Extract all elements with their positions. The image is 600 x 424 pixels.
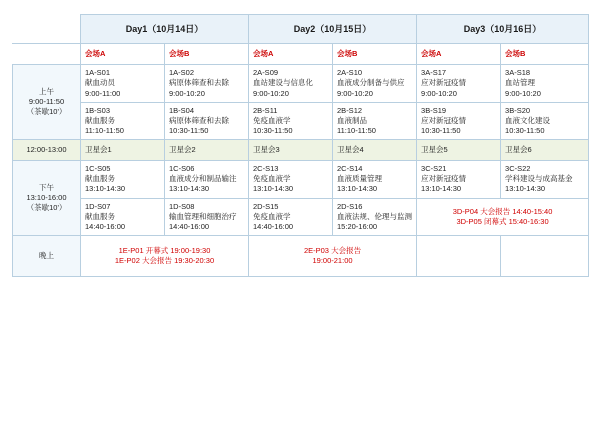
- session-code: 1D-S07: [85, 201, 111, 211]
- session-1a-s01[interactable]: [81, 65, 165, 102]
- session-time: 10:30-11:50: [421, 125, 461, 135]
- session-code: 2A-S10: [337, 68, 363, 78]
- session-1b-s04[interactable]: [165, 102, 249, 139]
- session-title: 献血服务: [85, 115, 115, 125]
- evening-line-2: [85, 256, 244, 266]
- session-title: 献血动员: [85, 78, 115, 88]
- morning-time-cell: [13, 65, 81, 140]
- session-title: 血液成分和制品输注: [169, 174, 237, 184]
- evening-title-2: 大会报告: [142, 256, 172, 266]
- session-time: 9:00-10:20: [421, 88, 457, 98]
- session-code: 3B-S19: [421, 105, 447, 115]
- session-code: 2D-S16: [337, 201, 363, 211]
- session-title: 病原体筛查和去除: [169, 115, 229, 125]
- session-time: 13:10-14:30: [85, 184, 126, 194]
- satellite-meeting-1[interactable]: 卫星会1: [81, 140, 165, 161]
- session-time: 13:10-14:30: [253, 184, 294, 194]
- day2-header: Day2（10月15日）: [249, 15, 417, 44]
- morning-time: 9:00-11:50: [28, 97, 65, 107]
- session-code: 2C-S14: [337, 164, 363, 174]
- session-title: 血液法规、伦理与监测: [337, 211, 413, 221]
- session-title: 应对新冠疫情: [421, 115, 467, 125]
- closing-code-1: 3D-P04: [452, 206, 479, 216]
- day3-venue-a: 会场A: [417, 44, 501, 65]
- session-code: 1D-S08: [169, 201, 195, 211]
- session-1c-s05[interactable]: [81, 161, 165, 198]
- session-title: 血液成分制备与供应: [337, 78, 405, 88]
- session-time: 9:00-11:00: [85, 88, 121, 98]
- session-1a-s02[interactable]: [165, 65, 249, 102]
- afternoon-time: 13:10-16:00: [26, 192, 67, 202]
- session-code: 3B-S20: [505, 105, 531, 115]
- session-time: 11:10-11:50: [85, 125, 124, 135]
- session-time: 9:00-10:20: [169, 88, 205, 98]
- session-time: 14:40-16:00: [85, 221, 126, 231]
- session-3a-s18[interactable]: [501, 65, 589, 102]
- conference-schedule-table: [12, 14, 589, 277]
- session-2d-s16[interactable]: [333, 198, 417, 235]
- session-time: 13:10-14:30: [337, 184, 378, 194]
- satellite-meeting-2[interactable]: 卫星会2: [165, 140, 249, 161]
- session-title: 免疫血液学: [253, 115, 291, 125]
- session-code: 1B-S03: [85, 105, 111, 115]
- session-2c-s14[interactable]: [333, 161, 417, 198]
- session-1b-s03[interactable]: [81, 102, 165, 139]
- session-time: 9:00-10:20: [253, 88, 289, 98]
- session-time: 9:00-10:20: [505, 88, 541, 98]
- closing-code-2: 3D-P05: [456, 216, 482, 226]
- closing-title-1: 大会报告: [480, 206, 511, 216]
- day3-venue-b: 会场B: [501, 44, 589, 65]
- corner-cell-2: [13, 44, 81, 65]
- satellite-meeting-6[interactable]: 卫星会6: [501, 140, 589, 161]
- session-title: 免疫血液学: [253, 174, 291, 184]
- session-code: 3C-S21: [421, 164, 447, 174]
- evening-day1-block[interactable]: [81, 235, 249, 276]
- session-1d-s08[interactable]: [165, 198, 249, 235]
- corner-cell: [13, 15, 81, 44]
- session-code: 2B-S11: [253, 105, 278, 115]
- evening-line-3: [253, 246, 412, 256]
- session-time: 13:10-14:30: [169, 184, 210, 194]
- header-row-venues: [13, 44, 589, 65]
- session-1c-s06[interactable]: [165, 161, 249, 198]
- afternoon-row-2: [13, 198, 589, 235]
- session-title: 血站建设与信息化: [253, 78, 314, 88]
- session-time: 10:30-11:50: [169, 125, 209, 135]
- session-code: 2A-S09: [253, 68, 279, 78]
- day3-header: Day3（10月16日）: [417, 15, 589, 44]
- session-3c-s21[interactable]: [417, 161, 501, 198]
- evening-day3-b: [501, 235, 589, 276]
- satellite-meeting-5[interactable]: 卫星会5: [417, 140, 501, 161]
- session-time: 14:40-16:00: [169, 221, 210, 231]
- session-time: 10:30-11:50: [253, 125, 293, 135]
- closing-line-2: [421, 217, 584, 227]
- session-title: 免疫血液学: [253, 211, 291, 221]
- closing-line-1: [421, 207, 584, 217]
- evening-day2-block[interactable]: [249, 235, 417, 276]
- evening-time-cell: 晚上: [13, 235, 81, 276]
- session-code: 3C-S22: [505, 164, 531, 174]
- session-title: 血液质量管理: [337, 174, 383, 184]
- day1-venue-a: 会场A: [81, 44, 165, 65]
- session-code: 1A-S02: [169, 68, 195, 78]
- session-title: 献血服务: [85, 211, 115, 221]
- closing-time-1: 14:40-15:40: [512, 206, 553, 216]
- evening-line-1: [85, 246, 244, 256]
- session-2c-s13[interactable]: [249, 161, 333, 198]
- closing-title-2: 闭幕式: [483, 216, 507, 226]
- session-2a-s10[interactable]: [333, 65, 417, 102]
- session-time: 15:20-16:00: [337, 221, 378, 231]
- closing-block[interactable]: [417, 198, 589, 235]
- evening-time-2: 19:30-20:30: [174, 256, 215, 266]
- session-code: 3A-S17: [421, 68, 447, 78]
- closing-time-2: 15:40-16:30: [508, 216, 549, 226]
- session-time: 14:40-16:00: [253, 221, 294, 231]
- session-code: 1B-S04: [169, 105, 195, 115]
- morning-row-1: [13, 65, 589, 102]
- session-title: 应对新冠疫情: [421, 78, 467, 88]
- session-time: 13:10-14:30: [505, 184, 546, 194]
- session-time: 11:10-11:50: [337, 125, 376, 135]
- morning-note: （茶歇10'）: [26, 107, 67, 117]
- evening-title-3: 大会报告: [331, 245, 362, 255]
- evening-code-3: 2E-P03: [303, 245, 329, 255]
- session-3a-s17[interactable]: [417, 65, 501, 102]
- session-code: 3A-S18: [505, 68, 531, 78]
- session-title: 输血管理和细胞治疗: [169, 211, 237, 221]
- evening-time-1: 19:00-19:30: [170, 245, 211, 255]
- session-3b-s20[interactable]: [501, 102, 589, 139]
- morning-label: 上午: [39, 86, 54, 96]
- session-title: 献血服务: [85, 174, 115, 184]
- session-time: 9:00-10:20: [337, 88, 373, 98]
- afternoon-row-1: [13, 161, 589, 198]
- evening-time-3: 19:00-21:00: [312, 256, 353, 266]
- session-code: 1A-S01: [85, 68, 111, 78]
- session-code: 1C-S06: [169, 164, 195, 174]
- session-title: 病原体筛查和去除: [169, 78, 229, 88]
- evening-title-1: 开幕式: [145, 245, 169, 255]
- session-3c-s22[interactable]: [501, 161, 589, 198]
- satellite-time: 12:00-13:00: [13, 140, 81, 161]
- session-code: 2C-S13: [253, 164, 279, 174]
- satellite-meeting-4[interactable]: 卫星会4: [333, 140, 417, 161]
- session-code: 2B-S12: [337, 105, 363, 115]
- session-1d-s07[interactable]: [81, 198, 165, 235]
- session-2b-s12[interactable]: [333, 102, 417, 139]
- session-code: 2D-S15: [253, 201, 279, 211]
- evening-day3-a: [417, 235, 501, 276]
- session-title: 血液文化建设: [505, 115, 551, 125]
- session-code: 1C-S05: [85, 164, 111, 174]
- evening-row: [13, 235, 589, 276]
- satellite-meeting-3[interactable]: 卫星会3: [249, 140, 333, 161]
- session-title: 应对新冠疫情: [421, 174, 467, 184]
- morning-row-2: [13, 102, 589, 139]
- day2-venue-b: 会场B: [333, 44, 417, 65]
- session-time: 10:30-11:50: [505, 125, 545, 135]
- evening-code-1: 1E-P01: [118, 245, 144, 255]
- day1-header: Day1（10月14日）: [81, 15, 249, 44]
- day2-venue-a: 会场A: [249, 44, 333, 65]
- afternoon-label: 下午: [39, 182, 54, 192]
- session-title: 血站管理: [505, 78, 536, 88]
- afternoon-note: （茶歇10'）: [26, 203, 67, 213]
- session-2b-s11[interactable]: [249, 102, 333, 139]
- session-time: 13:10-14:30: [421, 184, 462, 194]
- day1-venue-b: 会场B: [165, 44, 249, 65]
- afternoon-time-cell: [13, 161, 81, 236]
- session-3b-s19[interactable]: [417, 102, 501, 139]
- evening-code-2: 1E-P02: [114, 256, 140, 266]
- header-row-days: [13, 15, 589, 44]
- session-title: 血液制品: [337, 115, 368, 125]
- session-2a-s09[interactable]: [249, 65, 333, 102]
- session-title: 学科建设与成高基金: [505, 174, 573, 184]
- satellite-row: [13, 140, 589, 161]
- session-2d-s15[interactable]: [249, 198, 333, 235]
